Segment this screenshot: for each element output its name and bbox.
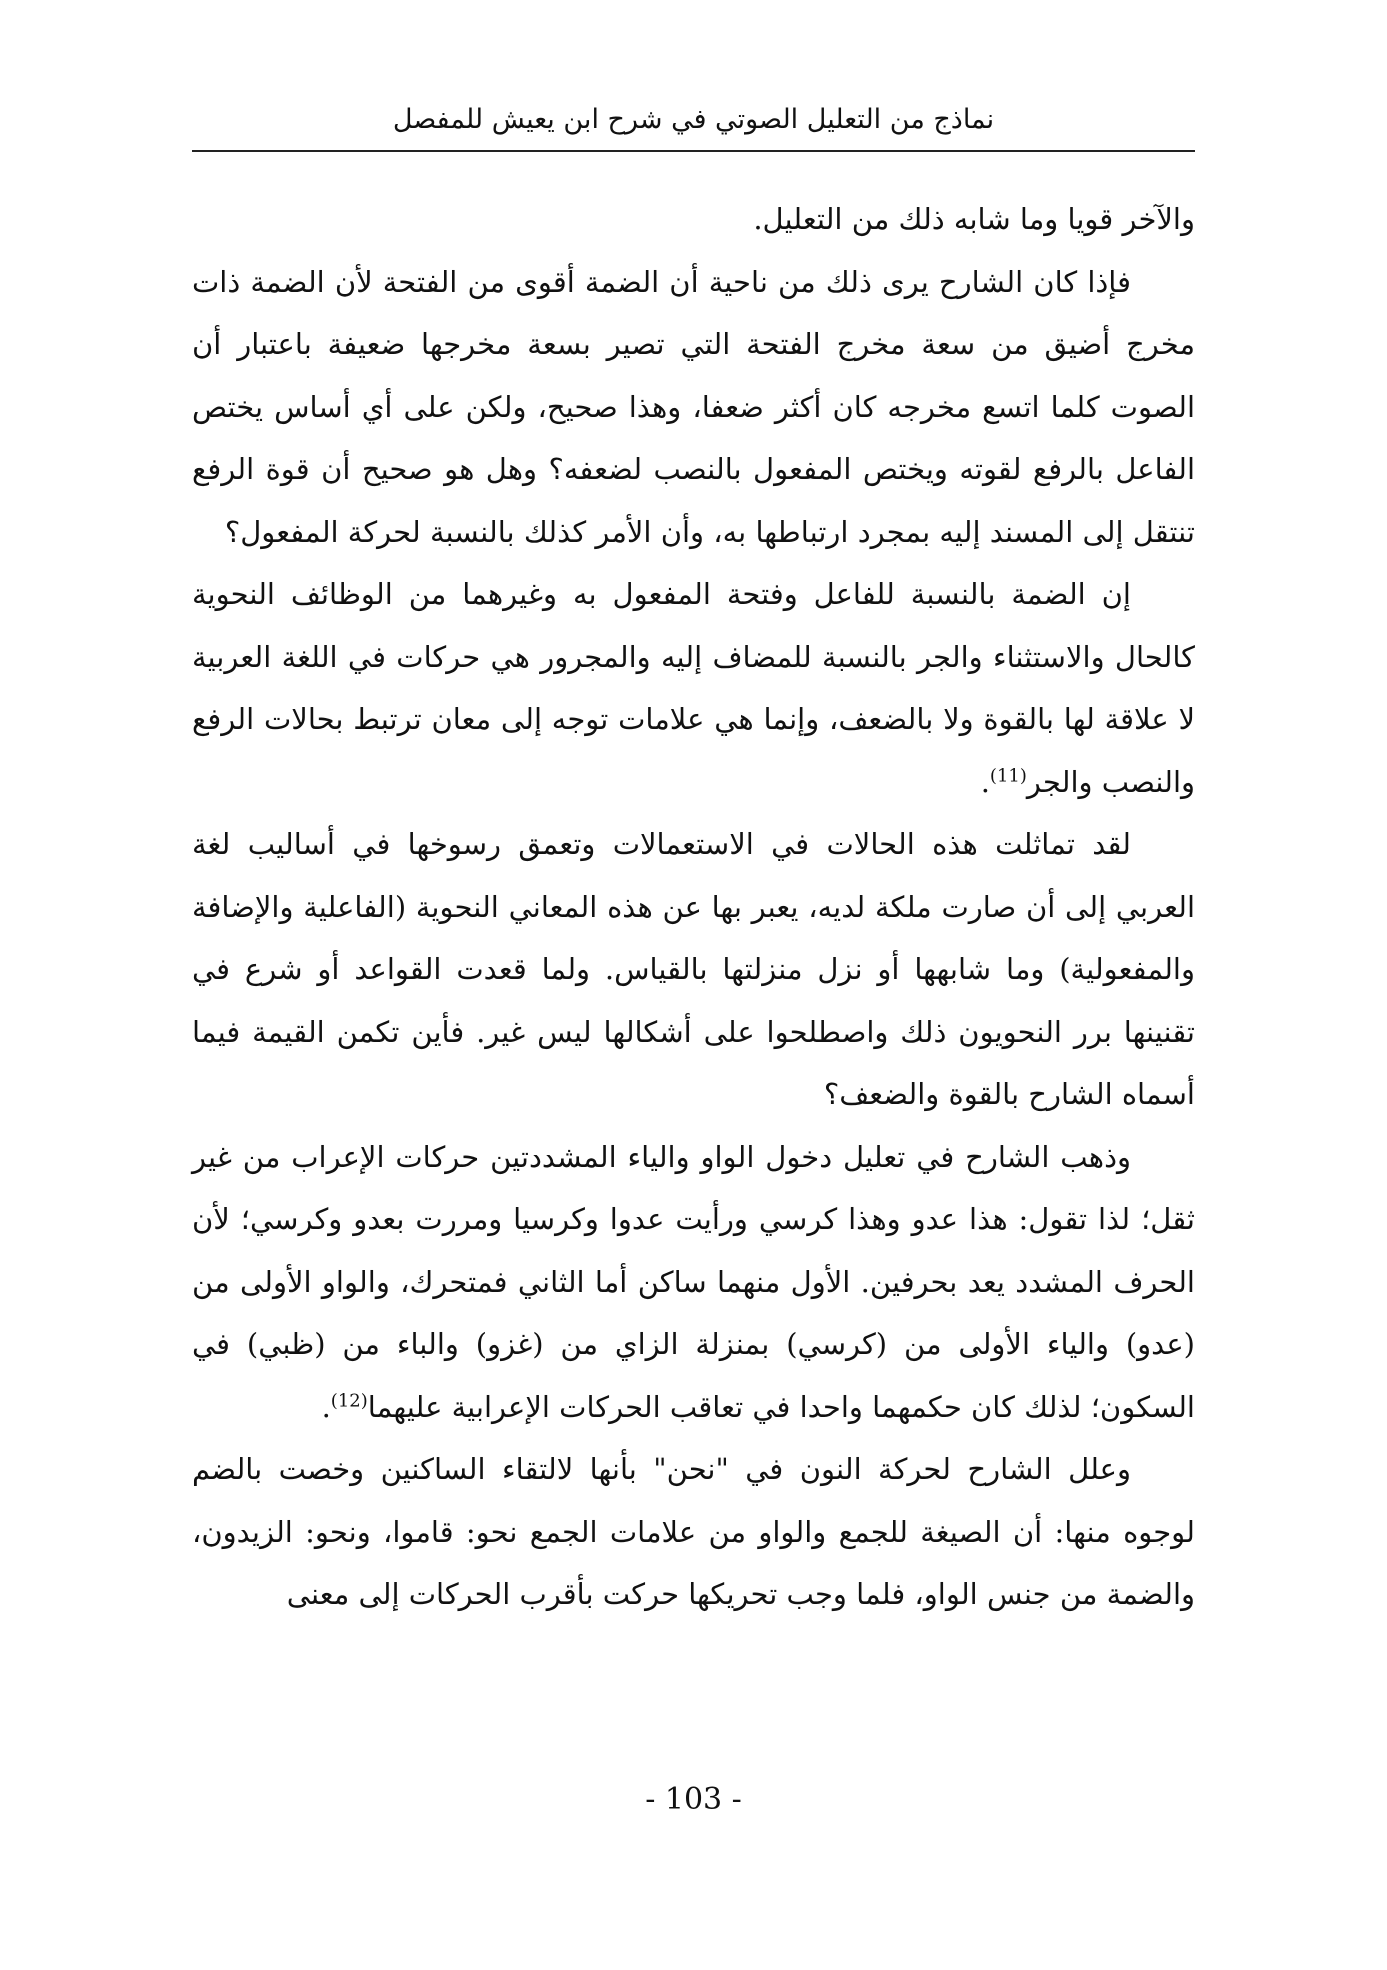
paragraph-2 [192,251,1195,564]
paragraph-text: والآخر قويا وما شابه ذلك من التعليل. [753,202,1195,236]
paragraph-5 [192,1126,1195,1439]
main-text [192,188,1195,1626]
paragraph-6 [192,1438,1195,1626]
page-number: - 103 - [645,1782,742,1817]
footnote-reference-12[interactable]: (12) [330,1389,368,1411]
footnote-reference-11[interactable]: (11) [989,764,1027,786]
paragraph-text: لقد تماثلت هذه الحالات في الاستعمالات وتعمق رسوخها في أساليب لغة العربي إلى أن صارت ملكة لديه، يعبر بها عن هذه المعاني النحوية (الفاعلية والإضافة والمفعولية) وما شابهها أو نزل منزلتها بالقياس. ولما قعدت القواعد أو شرع في تقنينها برر النحويون ذلك واصطلحوا على أشكالها ليس غير. فأين تكمن القيمة فيما أسماه الشارح بالقوة والضعف؟ [192,827,1195,1111]
paragraph-text: إن الضمة بالنسبة للفاعل وفتحة المفعول به وغيرهما من الوظائف النحوية كالحال والاستثناء والجر بالنسبة للمضاف إليه والمجرور هي حركات في اللغة العربية لا علاقة لها بالقوة ولا بالضعف، وإنما هي علامات توجه إلى معان ترتبط بحالات الرفع والنصب والجر [192,577,1195,799]
paragraph-text: فإذا كان الشارح يرى ذلك من ناحية أن الضمة أقوى من الفتحة لأن الضمة ذات مخرج أضيق من سعة مخرج الفتحة التي تصير بسعة مخرجها ضعيفة باعتبار أن الصوت كلما اتسع مخرجه كان أكثر ضعفا، وهذا صحيح، ولكن على أي أساس يختص الفاعل بالرفع لقوته ويختص المفعول بالنصب لضعفه؟ وهل هو صحيح أن قوة الرفع تنتقل إلى المسند إليه بمجرد ارتباطها به، وأن الأمر كذلك بالنسبة لحركة المفعول؟ [192,264,1195,549]
paragraph-text: وذهب الشارح في تعليل دخول الواو والياء المشددتين حركات الإعراب من غير ثقل؛ لذا تقول: هذا عدو وهذا كرسي ورأيت عدوا وكرسيا ومررت بعدو وكرسي؛ لأن الحرف المشدد يعد بحرفين. الأول منهما ساكن أما الثاني فمتحرك، والواو الأولى من (عدو) والياء الأولى من (كرسي) بمنزلة الزاي من (غزو) والباء من (ظبي) في السكون؛ لذلك كان حكمهما واحدا في تعاقب الحركات الإعرابية عليهما [192,1139,1195,1424]
paragraph-4 [192,813,1195,1126]
paragraph-1 [192,188,1195,251]
paragraph-3 [192,563,1195,813]
paragraph-text: وعلل الشارح لحركة النون في "نحن" بأنها لالتقاء الساكنين وخصت بالضم لوجوه منها: أن الصيغة للجمع والواو من علامات الجمع نحو: قاموا، ونحو: الزيدون، والضمة من جنس الواو، فلما وجب تحريكها حركت بأقرب الحركات إلى معنى [192,1452,1195,1611]
running-header [192,88,1195,152]
paragraph-tail: . [980,764,990,799]
paragraph-tail: . [321,1389,331,1424]
running-header-title: نماذج من التعليل الصوتي في شرح ابن يعيش للمفصل [392,104,995,135]
